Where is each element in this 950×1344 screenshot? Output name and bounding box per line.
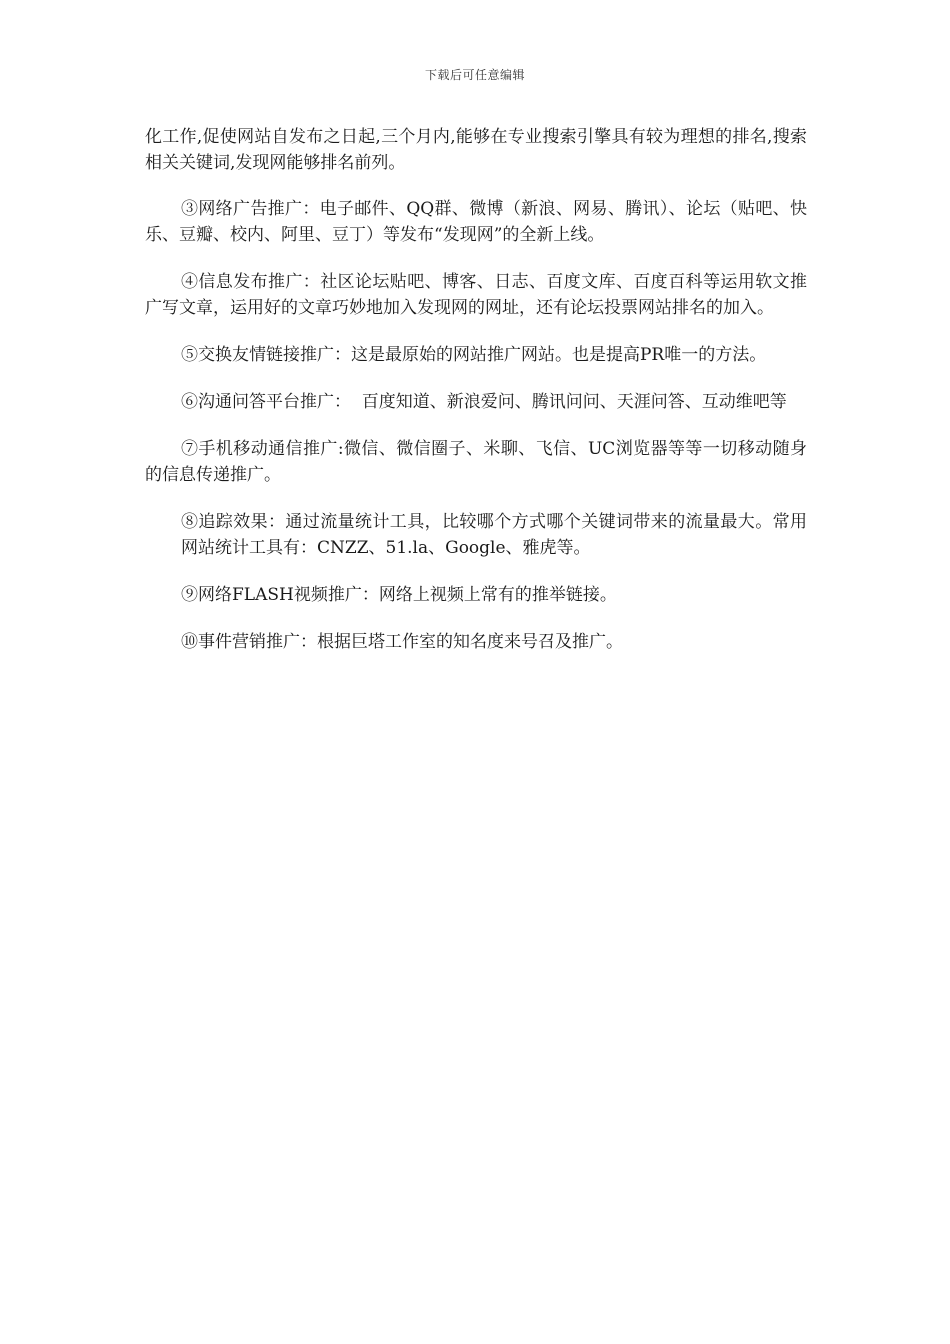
paragraph-item-9-flash-video: ⑨网络FLASH视频推广：网络上视频上常有的推举链接。 [181, 585, 617, 605]
paragraph-intro-continuation: 化工作,促使网站自发布之日起,三个月内,能够在专业搜索引擎具有较为理想的排名,搜索相关关键词,发现网能够排名前列。 [145, 127, 807, 173]
paragraph-item-3-network-ads: ③网络广告推广：电子邮件、QQ群、微博（新浪、网易、腾讯）、论坛（贴吧、快乐、豆瓣、校内、阿里、豆丁）等发布“发现网”的全新上线。 [145, 199, 807, 245]
paragraph-item-7-mobile: ⑦手机移动通信推广:微信、微信圈子、米聊、飞信、UC浏览器等等一切移动随身的信息传递推广。 [145, 439, 807, 485]
page-header-note: 下载后可任意编辑 [424, 68, 525, 82]
paragraph-item-4-info-publishing: ④信息发布推广：社区论坛贴吧、博客、日志、百度文库、百度百科等运用软文推广写文章，运用好的文章巧妙地加入发现网的网址，还有论坛投票网站排名的加入。 [145, 272, 807, 318]
paragraph-item-5-friend-links: ⑤交换友情链接推广：这是最原始的网站推广网站。也是提高PR唯一的方法。 [181, 345, 767, 365]
paragraph-item-6-qa-platforms: ⑥沟通问答平台推广： 百度知道、新浪爱问、腾讯问问、天涯问答、互动维吧等 [181, 392, 787, 412]
paragraph-item-10-event-marketing: ⑩事件营销推广：根据巨塔工作室的知名度来号召及推广。 [181, 632, 623, 652]
document-body [145, 124, 807, 676]
paragraph-item-8-tracking: ⑧追踪效果：通过流量统计工具，比较哪个方式哪个关键词带来的流量最大。常用网站统计工具有：CNZZ、51.la、Google、雅虎等。 [181, 512, 807, 558]
